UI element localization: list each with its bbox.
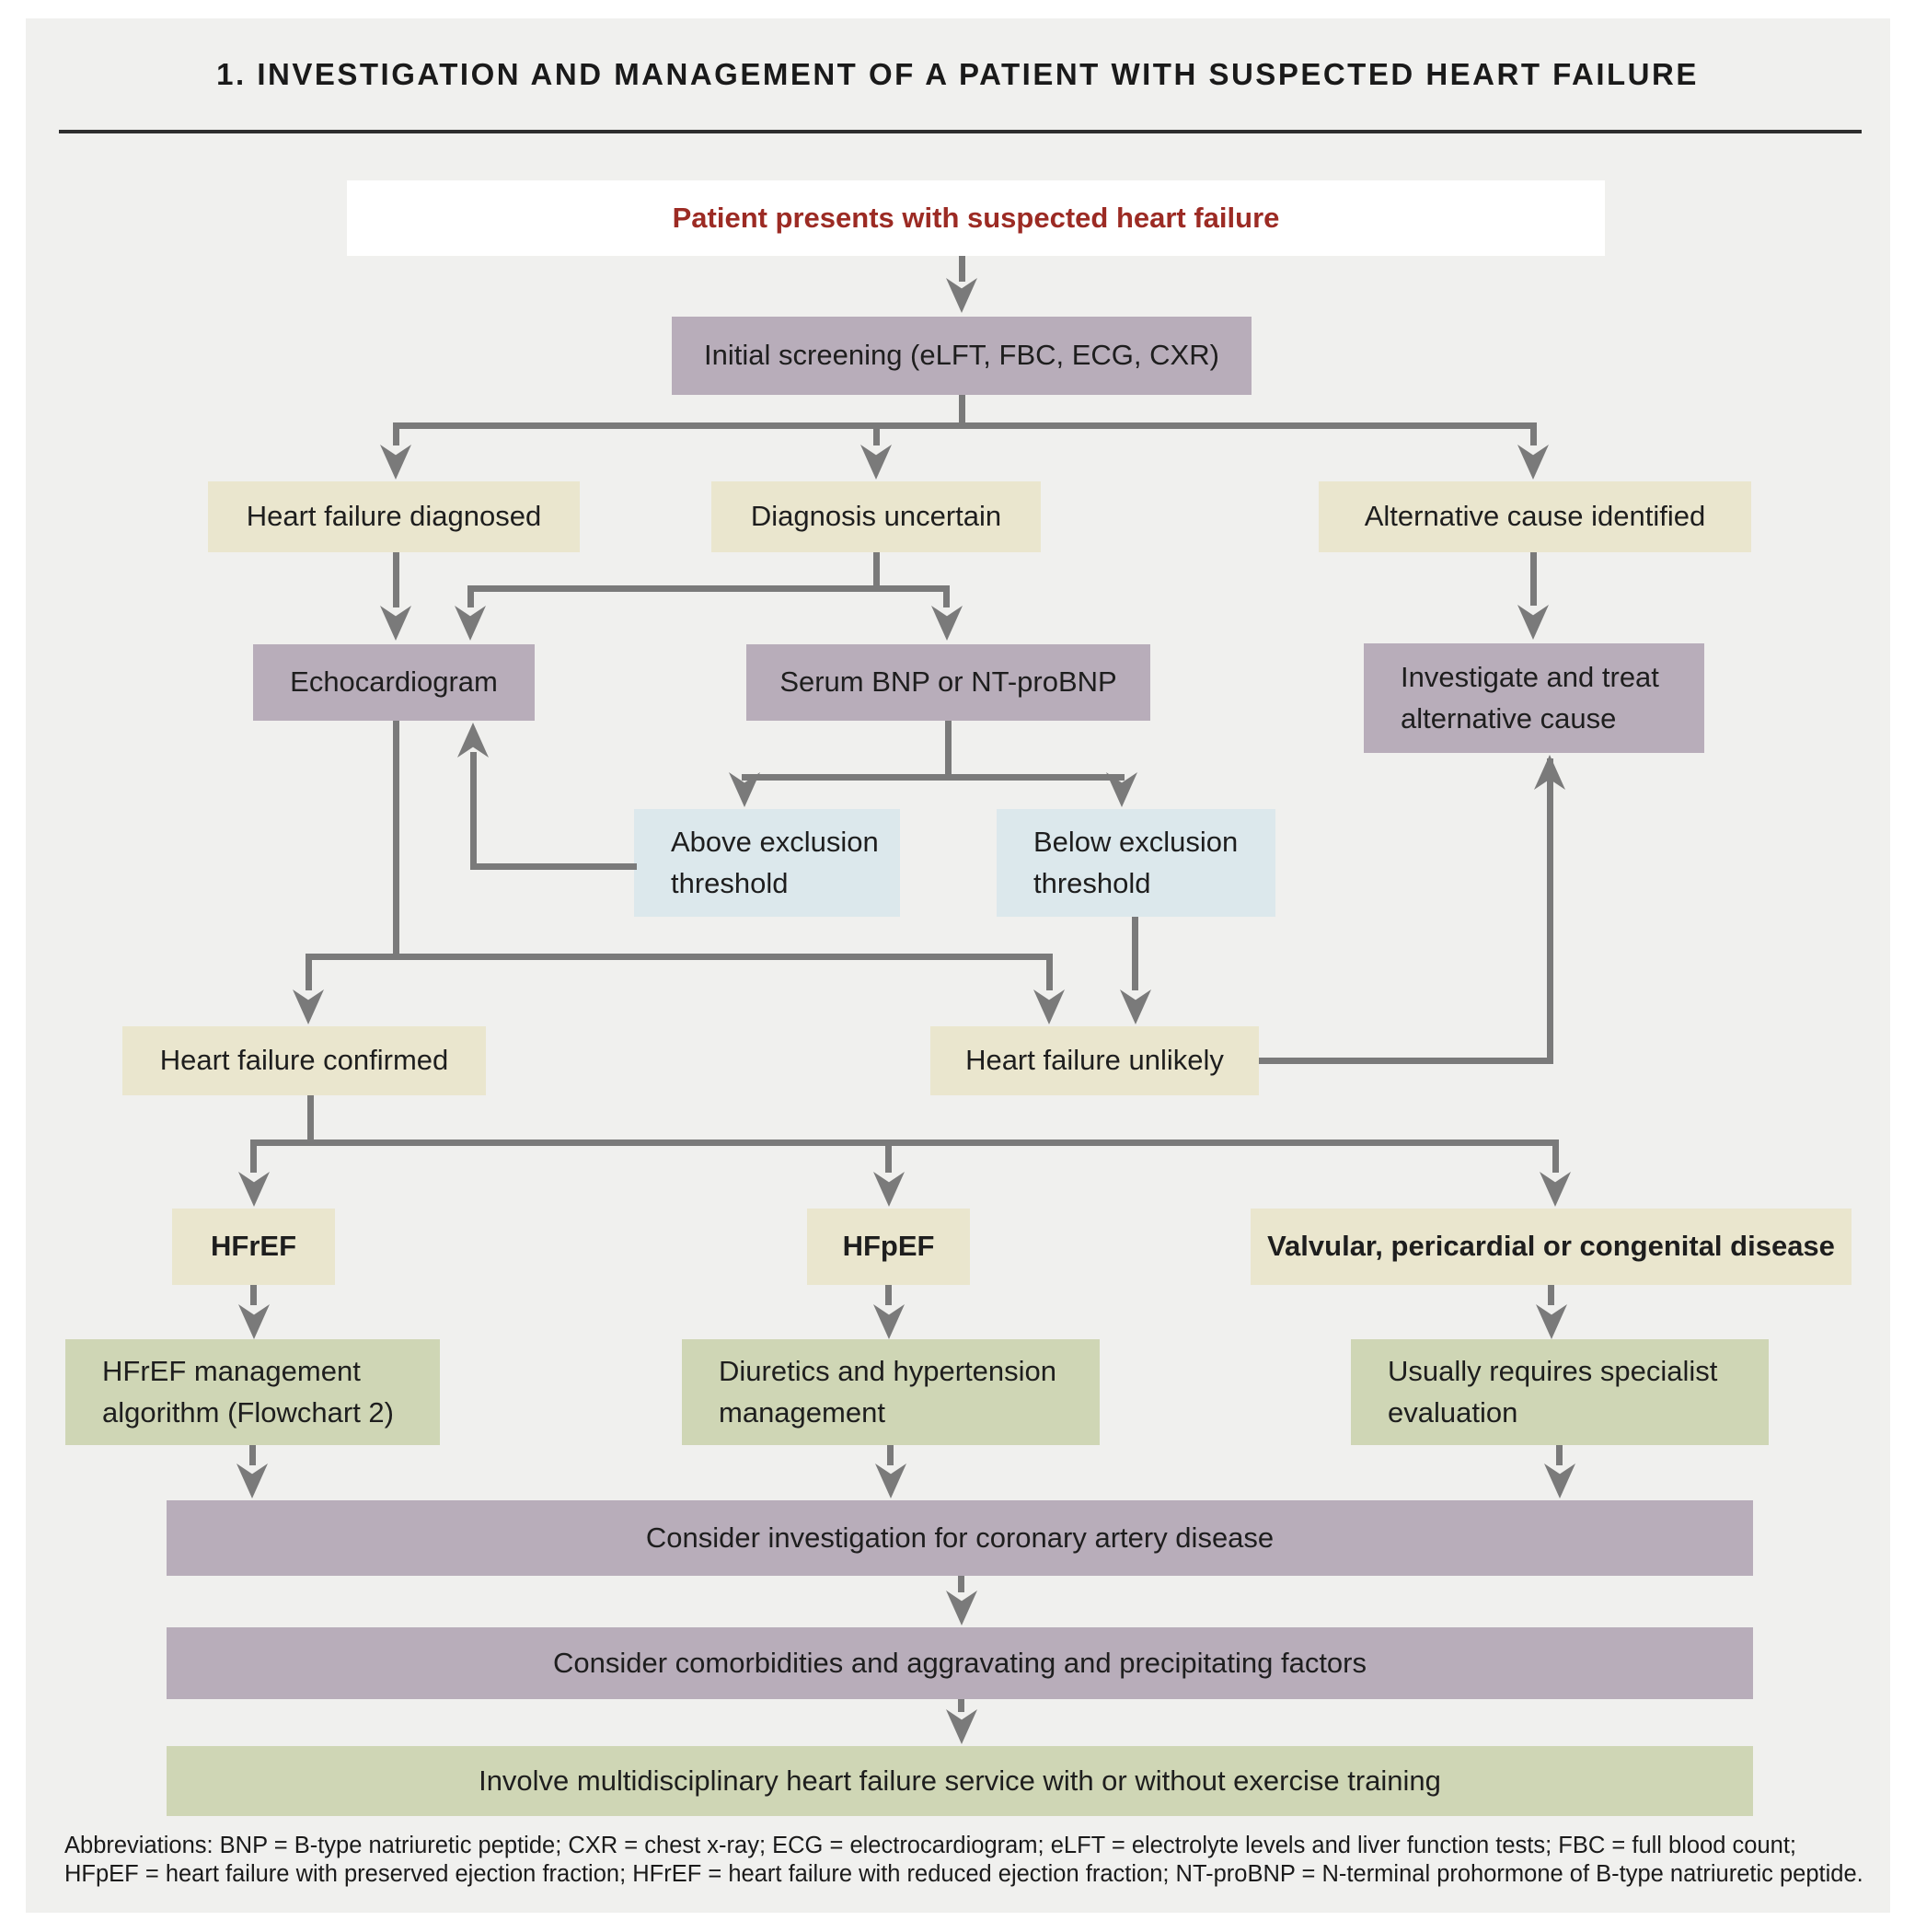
connector [467, 585, 474, 607]
connector [1552, 1140, 1559, 1173]
connector [393, 422, 1537, 429]
connector [470, 863, 637, 870]
node-hf-unlikely: Heart failure unlikely [930, 1026, 1259, 1095]
abbreviations-line-2: HFpEF = heart failure with preserved ejection fraction; HFrEF = heart failure with reduced ejection fraction; NT-proBNP = N-terminal prohormone of B-type natriuretic peptide. [64, 1861, 1863, 1887]
node-diuretics-management: Diuretics and hypertension management [682, 1339, 1100, 1445]
connector [393, 425, 399, 445]
connector [742, 774, 1125, 781]
node-serum-bnp: Serum BNP or NT-proBNP [746, 644, 1150, 721]
connector [470, 752, 477, 870]
connector [306, 954, 312, 990]
node-initial-screening: Initial screening (eLFT, FBC, ECG, CXR) [672, 317, 1252, 395]
connector [873, 552, 880, 589]
connector [887, 1445, 894, 1465]
connector [307, 1095, 314, 1143]
connector [1259, 1058, 1553, 1064]
connector [467, 585, 950, 592]
node-patient-presents: Patient presents with suspected heart failure [347, 180, 1605, 256]
connector [1548, 1285, 1554, 1305]
node-below-threshold: Below exclusion threshold [997, 809, 1275, 917]
node-echocardiogram: Echocardiogram [253, 644, 535, 721]
node-above-threshold: Above exclusion threshold [634, 809, 900, 917]
node-specialist-evaluation: Usually requires specialist evaluation [1351, 1339, 1769, 1445]
node-coronary-investigation: Consider investigation for coronary artery disease [167, 1500, 1753, 1576]
connector [945, 721, 952, 778]
node-diagnosis-uncertain: Diagnosis uncertain [711, 481, 1041, 552]
connector [959, 256, 965, 282]
node-alternative-cause: Alternative cause identified [1319, 481, 1751, 552]
abbreviations-line-1: Abbreviations: BNP = B-type natriuretic peptide; CXR = chest x-ray; ECG = electrocardiogram; eLFT = electrolyte levels and liver function tests; FBC = full blood count; [64, 1833, 1796, 1858]
node-multidisciplinary-service: Involve multidisciplinary heart failure service with or without exercise training [167, 1746, 1753, 1816]
connector [250, 1140, 257, 1173]
connector [250, 1285, 257, 1305]
connector [1530, 552, 1537, 606]
node-investigate-treat: Investigate and treat alternative cause [1364, 643, 1704, 753]
connector [393, 721, 399, 958]
connector [250, 1140, 1559, 1146]
connector [393, 552, 399, 607]
node-hfref: HFrEF [172, 1209, 335, 1285]
node-hf-confirmed: Heart failure confirmed [122, 1026, 486, 1095]
connector [1547, 758, 1553, 1064]
connector [943, 585, 950, 607]
connector [1556, 1445, 1563, 1465]
node-valvular-disease: Valvular, pericardial or congenital disease [1251, 1209, 1852, 1285]
node-comorbidities: Consider comorbidities and aggravating and precipitating factors [167, 1627, 1753, 1699]
connector [306, 954, 1053, 960]
connector [959, 395, 965, 426]
connector [1132, 917, 1138, 990]
connector [873, 425, 880, 445]
node-hfpef: HFpEF [807, 1209, 970, 1285]
connector [249, 1445, 256, 1465]
connector [1046, 954, 1053, 990]
connector [958, 1576, 964, 1592]
connector [885, 1140, 892, 1173]
page-title: 1. INVESTIGATION AND MANAGEMENT OF A PATIENT WITH SUSPECTED HEART FAILURE [216, 57, 1699, 91]
connector [958, 1699, 964, 1712]
node-hfref-management: HFrEF management algorithm (Flowchart 2) [65, 1339, 440, 1445]
node-hf-diagnosed: Heart failure diagnosed [208, 481, 580, 552]
title-divider [59, 130, 1862, 133]
connector [885, 1285, 892, 1305]
connector [1530, 425, 1537, 445]
abbreviations-footnote [64, 1832, 1882, 1889]
